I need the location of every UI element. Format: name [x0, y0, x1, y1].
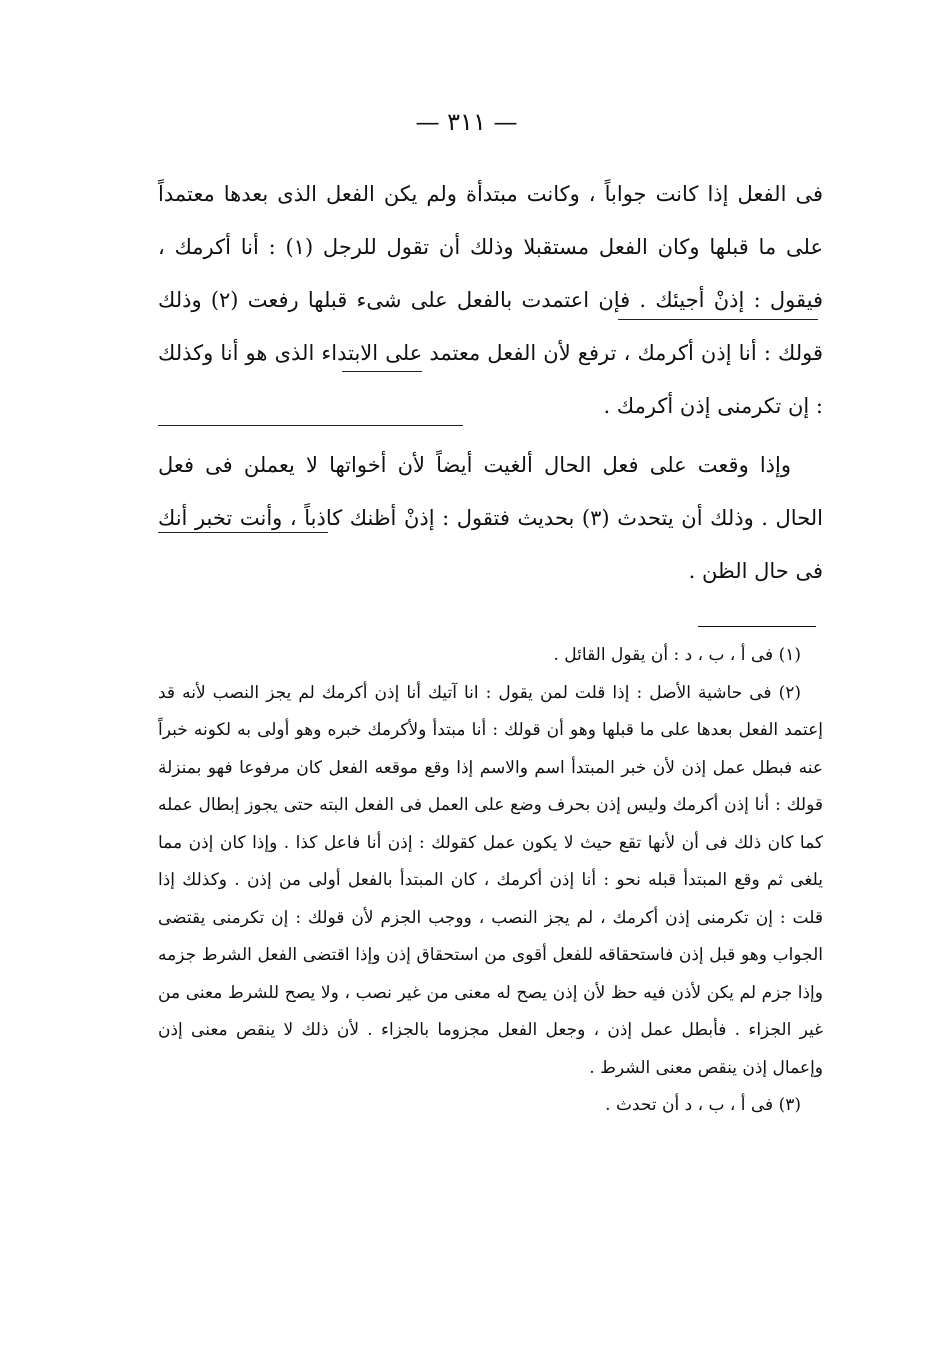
footnote-1: (١) فى أ ، ب ، د : أن يقول القائل . — [553, 645, 801, 665]
underline-mark — [158, 425, 463, 426]
footnote-separator — [698, 626, 816, 627]
underline-mark — [342, 371, 422, 372]
footnote-2: (٢) فى حاشية الأصل : إذا قلت لمن يقول : انا آتيك أنا إذن أكرمك لم يجز النصب لأنه قد إعتمد الفعل بعدها على ما قبلها وهو أن قولك : أنا مبتدأ ولأكرمك خبره وهو أولى به لكونه خبراً عنه فبطل عمل إذن لأن خبر المبتدأ اسم والاسم إذا وقع موقعه الفعل كان مرفوعا فهو بمنزلة قولك : أنا إذن أكرمك وليس إذن بحرف وضع على العمل فى الفعل البته حتى يجوز إبطال عمله كما كان ذلك فى أن لأنها تقع حيث لا يكون عمل كقولك : إذن أنا فاعل كذا . وإذا كان إذن مما يلغى ثم وقع المبتدأ قبله نحو : أنا إذن أكرمك ، كان المبتدأ بالفعل أولى من إذن . وكذلك إذا قلت : إن تكرمنى إذن أكرمك ، لم يجز النصب ، ووجب الجزم لأن قولك : إن تكرمنى يقتضى الجواب وهو قبل إذن فاستحقاقه للفعل أقوى من استحقاق إذن وإذا اقتضى الفعل الشرط جزمه وإذا جزم لم يكن لأذن فيه حظ لأن إذن يصح له معنى من غير نصب ، ولا يصح للشرط معنى من غير الجزاء . فأبطل عمل إذن ، وجعل الفعل مجزوما بالجزاء . لأن ذلك لا ينقص معنى إذن وإعمال إذن ينقص معنى الشرط . — [158, 682, 823, 1078]
footnote-3: (٣) فى أ ، ب ، د أن تحدث . — [605, 1095, 801, 1115]
main-paragraph-2: وإذا وقعت على فعل الحال ألغيت أيضاً لأن أخواتها لا يعملن فى فعل الحال . وذلك أن يتحدث (٣) بحديث فتقول : إذنْ أظنك كاذباً ، وأنت تخبر أنك فى حال الظن . — [158, 453, 823, 583]
page-number: — ٣١١ — — [415, 108, 518, 136]
main-text — [158, 168, 823, 598]
main-paragraph-1: فى الفعل إذا كانت جواباً ، وكانت مبتدأة ولم يكن الفعل الذى بعدها معتمداً على ما قبلها وكان الفعل مستقبلا وذلك أن تقول للرجل (١) : أنا أكرمك ، فيقول : إذنْ أجيئك . فإن اعتمدت بالفعل على شىء قبلها رفعت (٢) وذلك قولك : أنا إذن أكرمك ، ترفع لأن الفعل معتمد على الابتداء الذى هو أنا وكذلك : إن تكرمنى إذن أكرمك . — [158, 182, 823, 418]
underline-mark — [618, 319, 818, 320]
footnotes — [158, 637, 823, 1125]
underline-mark — [158, 532, 328, 533]
